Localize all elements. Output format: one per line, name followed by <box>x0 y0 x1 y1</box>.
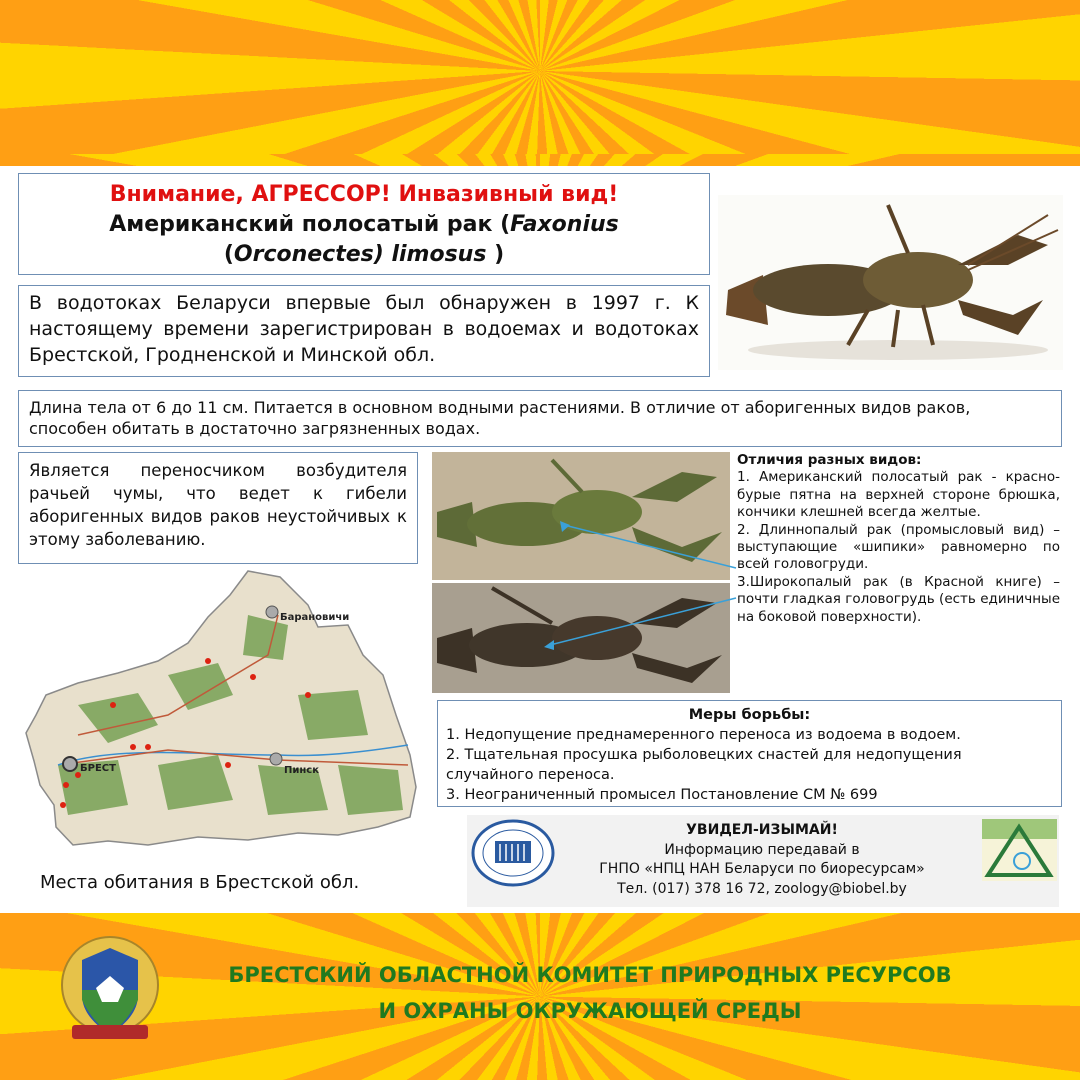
map-caption: Места обитания в Брестской обл. <box>40 872 360 893</box>
title-box <box>18 173 710 275</box>
intro-text-box <box>18 285 710 377</box>
plague-info-text: Является переносчиком возбудителя рачьей чумы, что ведет к гибели аборигенных видов раков неустойчивых к этому заболеванию. <box>29 461 407 549</box>
intro-text: В водотоках Беларуси впервые был обнаружен в 1997 г. К настоящему времени зарегистрирован в водоемах и водотоках Брестской, Гродненской и Минской обл. <box>29 292 699 366</box>
academy-emblem-icon <box>471 819 555 887</box>
committee-line: И ОХРАНЫ ОКРУЖАЮЩЕЙ СРЕДЫ <box>378 999 802 1023</box>
map-city-label: Барановичи <box>280 612 350 623</box>
measures-box <box>437 700 1062 807</box>
map-city-label: БРЕСТ <box>80 763 116 774</box>
differences-title: Отличия разных видов: <box>737 452 922 468</box>
crayfish-photo-main <box>718 195 1063 370</box>
contact-line: Информацию передавай в <box>664 841 860 858</box>
measures-item: 2. Тщательная просушка рыболовецких снастей для недопущения случайного переноса. <box>446 747 962 783</box>
contact-title: УВИДЕЛ-ИЗЫМАЙ! <box>686 822 838 838</box>
pointer-arrows <box>540 510 740 660</box>
sunburst-top-band <box>0 0 1080 166</box>
differences-item: 2. Длиннопалый рак (промысловый вид) – выступающие «шипики» равномерно по всей головогруди. <box>737 521 1060 573</box>
contact-line: Тел. (017) 378 16 72, zoology@biobel.by <box>617 880 907 897</box>
measures-title: Меры борьбы: <box>688 707 811 723</box>
differences-box <box>735 450 1062 680</box>
plague-info-box <box>18 452 418 564</box>
committee-line: БРЕСТСКИЙ ОБЛАСТНОЙ КОМИТЕТ ПРИРОДНЫХ РЕСУРСОВ <box>228 963 952 987</box>
committee-name <box>180 957 1000 1029</box>
species-title-line: (Orconectes) limosus ) <box>223 242 505 267</box>
committee-emblem-icon <box>58 930 162 1050</box>
alert-title: Внимание, АГРЕССОР! Инвазивный вид! <box>109 182 619 207</box>
differences-item: 3.Широкопалый рак (в Красной книге) – почти гладкая головогрудь (есть единичные на боковой поверхности). <box>737 573 1060 625</box>
contact-line: ГНПО «НПЦ НАН Беларуси по биоресурсам» <box>599 861 925 877</box>
measures-item: 1. Недопущение преднамеренного переноса из водоема в водоем. <box>446 727 961 743</box>
size-info-box <box>18 390 1062 447</box>
bioresources-logo-icon <box>982 819 1057 881</box>
contact-box <box>467 815 1059 907</box>
brest-region-map <box>18 565 423 867</box>
size-info-text: Длина тела от 6 до 11 см. Питается в основном водными растениями. В отличие от аборигенных видов раков, способен обитать в достаточно загрязненных водах. <box>29 398 971 438</box>
measures-item: 3. Неограниченный промысел Постановление СМ № 699 <box>446 787 878 803</box>
differences-item: 1. Американский полосатый рак - красно-бурые пятна на верхней стороне брюшка, кончики клешней всегда желтые. <box>737 469 1060 521</box>
species-title-line: Американский полосатый рак (Faxonius <box>109 212 619 237</box>
contact-text <box>562 821 962 899</box>
map-city-label: Пинск <box>284 765 319 776</box>
